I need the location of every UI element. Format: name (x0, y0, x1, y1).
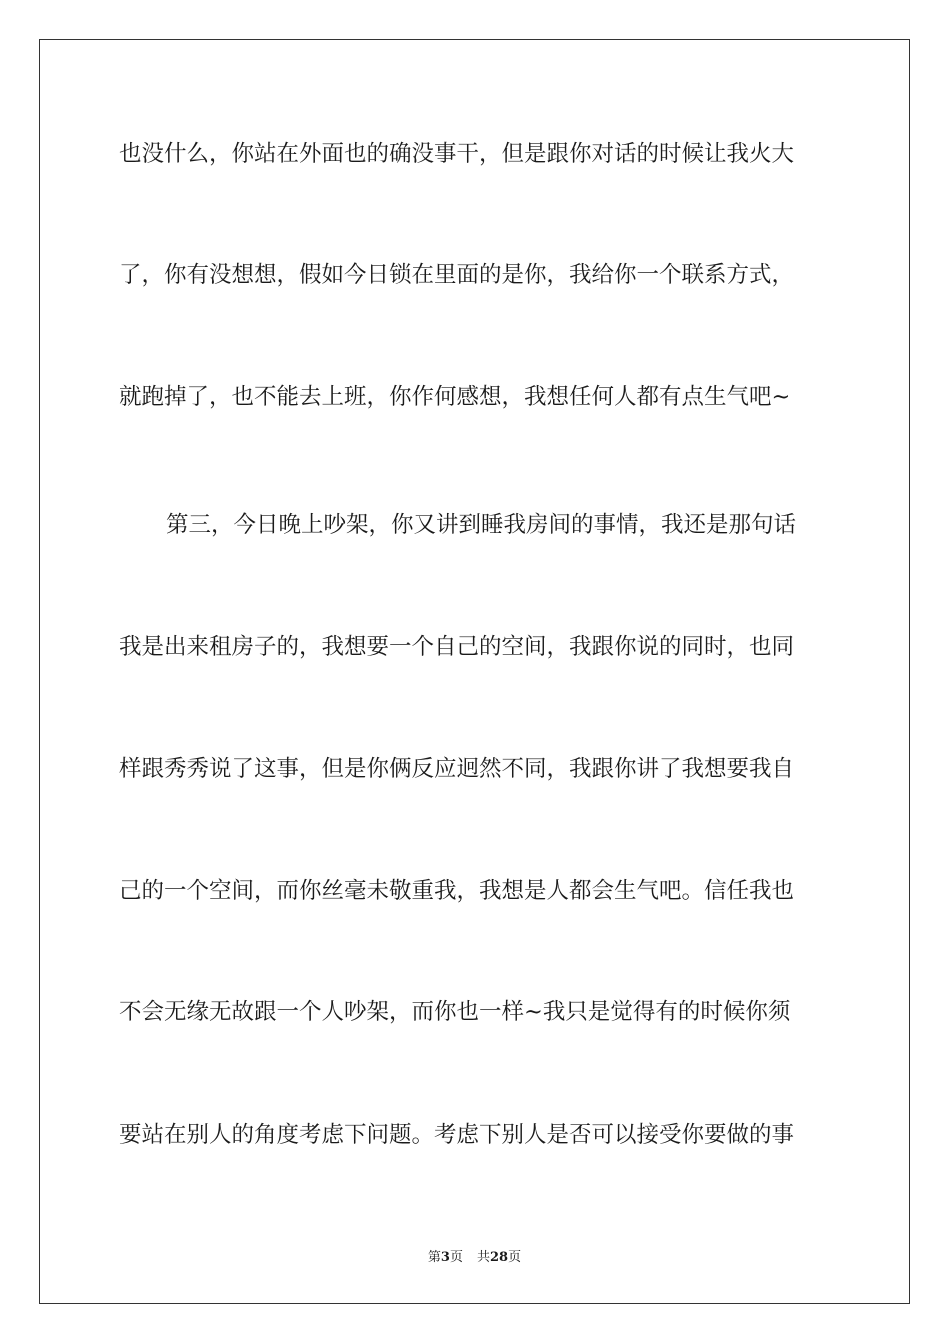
document-body (40, 40, 909, 1303)
total-label-suffix: 页 (508, 1250, 522, 1265)
page-label-suffix: 页 (449, 1250, 463, 1265)
page-frame (39, 39, 910, 1304)
text-line: 我是出来租房子的，我想要一个自己的空间，我跟你说的同时，也同 (119, 634, 795, 660)
total-pages: 28 (489, 1250, 509, 1265)
text-line: 了，你有没想想，假如今日锁在里面的是你，我给你一个联系方式， (119, 262, 795, 288)
page-label-prefix: 第 (427, 1250, 441, 1265)
page-footer (40, 1249, 909, 1267)
text-line: 要站在别人的角度考虑下问题。考虑下别人是否可以接受你要做的事 (119, 1122, 795, 1148)
text-line: 己的一个空间，而你丝毫未敬重我，我想是人都会生气吧。信任我也 (119, 878, 795, 904)
text-line: 不会无缘无故跟一个人吵架，而你也一样~我只是觉得有的时候你须 (119, 999, 791, 1025)
page-number: 3 (440, 1250, 450, 1265)
paragraph-first-line: 第三，今日晚上吵架，你又讲到睡我房间的事情，我还是那句话 (166, 512, 797, 538)
text-line: 样跟秀秀说了这事，但是你俩反应迥然不同，我跟你讲了我想要我自 (119, 756, 795, 782)
text-line: 也没什么，你站在外面也的确没事干，但是跟你对话的时候让我火大 (119, 141, 795, 167)
total-label-prefix: 共 (476, 1250, 490, 1265)
text-line: 就跑掉了，也不能去上班，你作何感想，我想任何人都有点生气吧~ (119, 384, 791, 410)
